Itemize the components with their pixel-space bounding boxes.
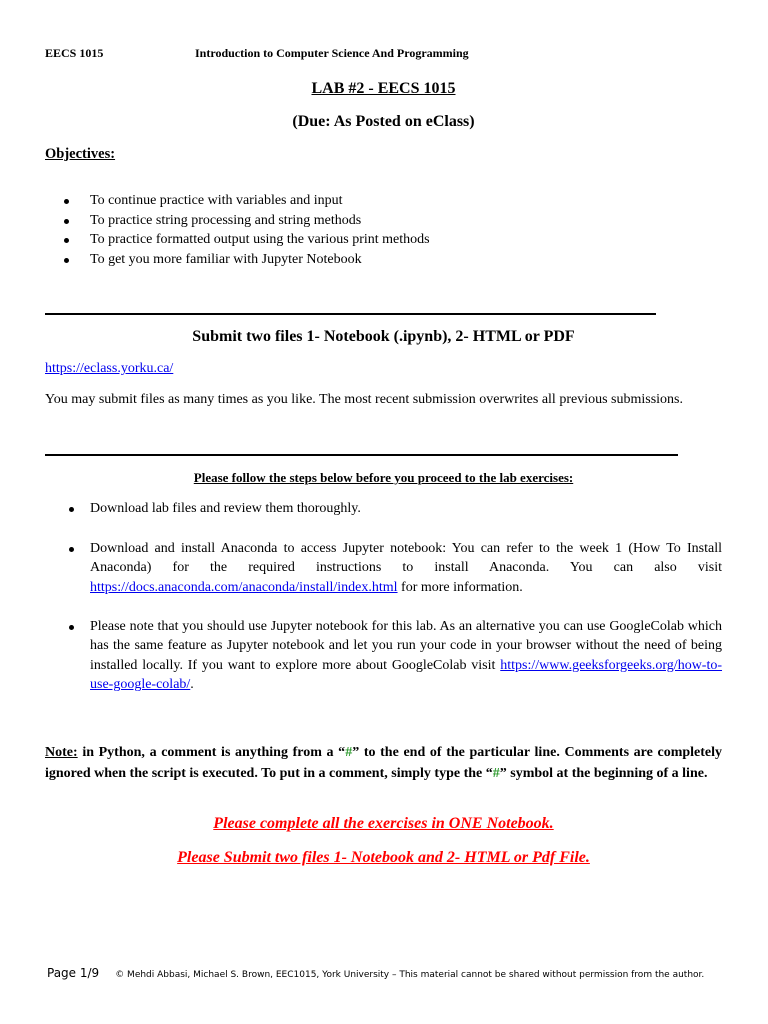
bullet-icon bbox=[69, 625, 74, 630]
list-item: To practice formatted output using the various print methods bbox=[64, 230, 430, 250]
list-item: Download and install Anaconda to access Jupyter notebook: You can refer to the week 1 (How To Install Anaconda) for the required instructions to install Anaconda. You can also visit https://docs.anaconda.com/anaconda/install/index.html for more information. bbox=[64, 539, 722, 597]
instruction-one-notebook: Please complete all the exercises in ONE Notebook. bbox=[213, 815, 554, 832]
list-item: To practice string processing and string methods bbox=[64, 211, 430, 231]
header-title: Introduction to Computer Science And Programming bbox=[195, 46, 469, 60]
note-paragraph: Note: in Python, a comment is anything from a “#” to the end of the particular line. Comments are completely ignored when the script is executed. To put in a comment, simply type the “#” symbol at the beginning of a line. bbox=[45, 745, 723, 781]
due-date: (Due: As Posted on eClass) bbox=[292, 113, 475, 130]
footer bbox=[47, 962, 704, 981]
instruction-submit-files: Please Submit two files 1- Notebook and 2- HTML or Pdf File. bbox=[177, 849, 590, 866]
googlecolab-link[interactable]: https://www.geeksforgeeks.org/how-to-use-google-colab/ bbox=[90, 657, 723, 693]
hash-symbol: # bbox=[345, 745, 353, 760]
list-item: Download lab files and review them thoroughly. bbox=[64, 499, 722, 518]
objectives-list bbox=[64, 191, 430, 270]
objectives-heading: Objectives: bbox=[45, 146, 116, 162]
lab-title: LAB #2 - EECS 1015 bbox=[311, 80, 456, 97]
list-item: Please note that you should use Jupyter notebook for this lab. As an alternative you can use GoogleColab which has the same feature as Jupyter notebook and let you run your code in your browser without the need of being installed locally. If you want to explore more about GoogleColab visit https://www.geeksforgeeks.org/how-to-use-google-colab/. bbox=[64, 617, 722, 695]
bullet-icon bbox=[64, 199, 69, 204]
submit-text: You may submit files as many times as you like. The most recent submission overwrites all previous submissions. bbox=[45, 392, 683, 407]
bullet-icon bbox=[64, 258, 69, 263]
section-divider bbox=[45, 454, 678, 456]
eclass-link-wrap bbox=[45, 361, 173, 377]
list-item: To get you more familiar with Jupyter Notebook bbox=[64, 250, 430, 270]
hash-symbol: # bbox=[492, 766, 500, 781]
section-divider bbox=[45, 313, 656, 315]
eclass-link[interactable]: https://eclass.yorku.ca/ bbox=[45, 361, 174, 376]
bullet-icon bbox=[69, 507, 74, 512]
list-item: To continue practice with variables and input bbox=[64, 191, 430, 211]
copyright-notice: © Mehdi Abbasi, Michael S. Brown, EEC1015, York University – This material cannot be shared without permission from the author. bbox=[115, 970, 705, 980]
bullet-icon bbox=[64, 219, 69, 224]
page-number: Page 1/9 bbox=[47, 966, 100, 980]
steps-heading: Please follow the steps below before you proceed to the lab exercises: bbox=[193, 470, 574, 485]
header-course: EECS 1015 bbox=[45, 46, 104, 60]
note-label: Note: bbox=[45, 745, 78, 760]
anaconda-install-link[interactable]: https://docs.anaconda.com/anaconda/install/index.html bbox=[90, 579, 398, 595]
submit-title: Submit two files 1- Notebook (.ipynb), 2- HTML or PDF bbox=[192, 328, 575, 345]
bullet-icon bbox=[69, 547, 74, 552]
bullet-icon bbox=[64, 238, 69, 243]
